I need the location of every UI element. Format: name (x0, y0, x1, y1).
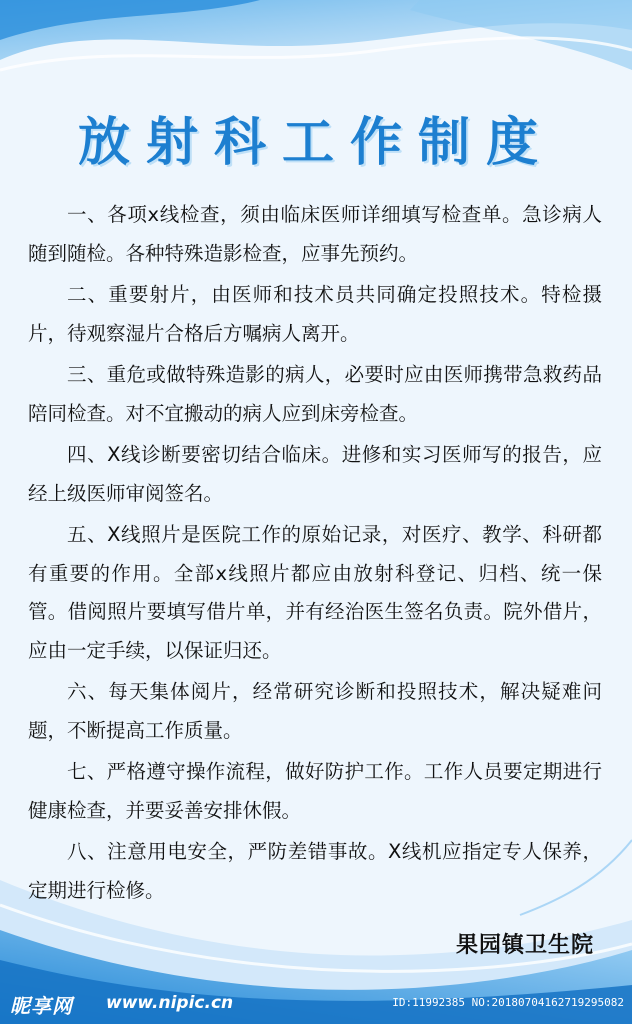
rule-paragraph: 一、各项x线检查，须由临床医师详细填写检查单。急诊病人随到随检。各种特殊造影检查，应事先预约。 (28, 203, 602, 265)
watermark-url: www.nipic.cn (106, 993, 234, 1013)
watermark-logo: 昵享网 (10, 994, 73, 1018)
rule-paragraph: 三、重危或做特殊造影的病人，必要时应由医师携带急救药品陪同检查。对不宜搬动的病人应到床旁检查。 (28, 363, 602, 425)
rule-paragraph: 四、X线诊断要密切结合临床。进修和实习医师写的报告，应经上级医师审阅签名。 (28, 443, 602, 505)
rules-body (28, 196, 602, 913)
rule-paragraph: 八、注意用电安全，严防差错事故。X线机应指定专人保养，定期进行检修。 (28, 840, 602, 902)
rule-paragraph: 五、X线照片是医院工作的原始记录，对医疗、教学、科研都有重要的作用。全部x线照片都应由放射科登记、归档、统一保管。借阅照片要填写借片单，并有经治医生签名负责。院外借片，应由一定手续，以保证归还。 (28, 523, 602, 662)
rule-paragraph: 七、严格遵守操作流程，做好防护工作。工作人员要定期进行健康检查，并要妥善安排休假。 (28, 760, 602, 822)
page-title: 放射科工作制度 (77, 113, 554, 173)
signature: 果园镇卫生院 (455, 933, 594, 958)
rule-paragraph: 六、每天集体阅片，经常研究诊断和投照技术，解决疑难问题，不断提高工作质量。 (28, 680, 602, 742)
rule-paragraph: 二、重要射片，由医师和技术员共同确定投照技术。特检摄片，待观察湿片合格后方嘱病人离开。 (28, 283, 602, 345)
watermark-id: ID:11992385 NO:20180704162719295082 (392, 996, 624, 1009)
